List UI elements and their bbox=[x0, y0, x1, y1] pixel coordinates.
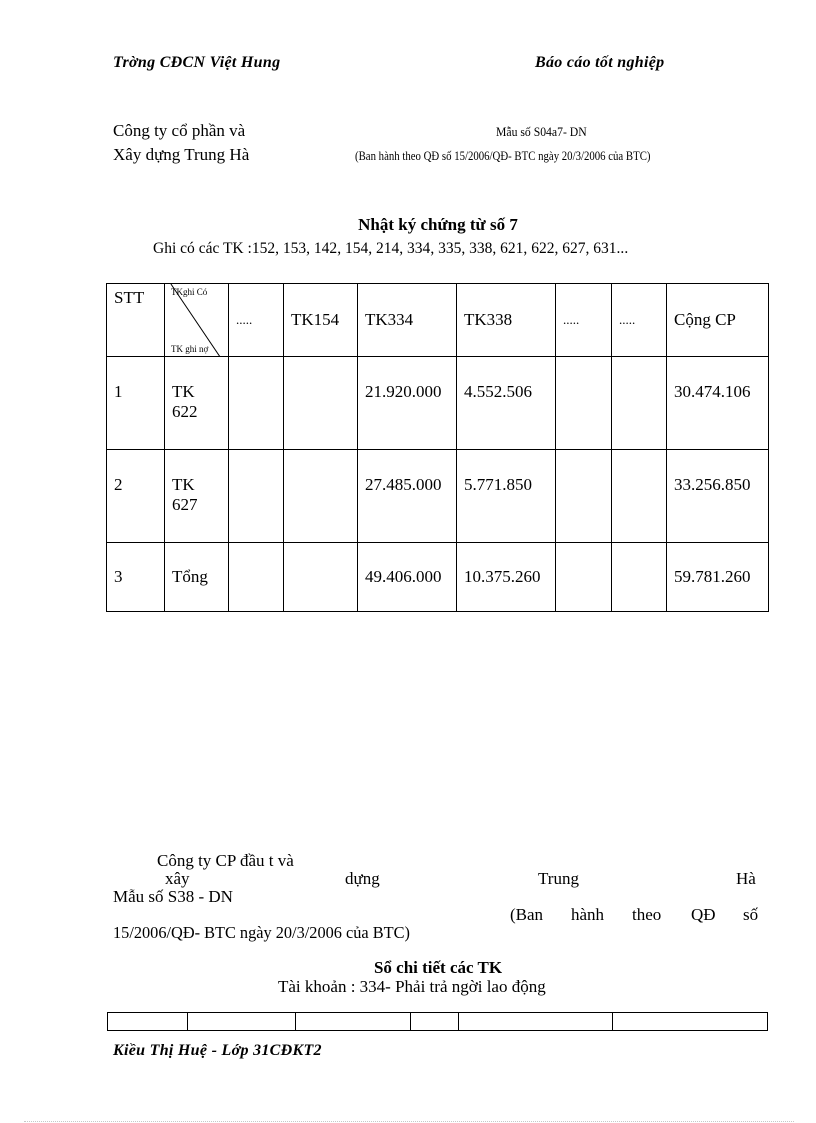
second-company-line: Công ty CP đầu t và bbox=[157, 851, 294, 870]
row-tk334: 27.485.000 bbox=[358, 450, 457, 543]
ledger-cell bbox=[188, 1013, 296, 1031]
row-empty bbox=[284, 357, 358, 450]
table-row bbox=[107, 543, 769, 612]
row-tk338: 5.771.850 bbox=[457, 450, 556, 543]
row-empty bbox=[284, 450, 358, 543]
row-total: 30.474.106 bbox=[667, 357, 769, 450]
second-decree-word: theo bbox=[632, 905, 662, 924]
row-tk338: 4.552.506 bbox=[457, 357, 556, 450]
journal-table bbox=[106, 283, 769, 612]
row-empty bbox=[284, 543, 358, 612]
ledger-title: Sổ chi tiết các TK bbox=[373, 958, 503, 977]
page-bottom-divider bbox=[24, 1121, 794, 1122]
ledger-row bbox=[108, 1013, 768, 1031]
form-number: Mẫu số S04a7- DN bbox=[496, 124, 587, 139]
journal-title: Nhật ký chứng từ số 7 bbox=[358, 215, 518, 234]
second-decree-word: số bbox=[743, 905, 759, 924]
ledger-cell bbox=[613, 1013, 768, 1031]
row-stt: 2 bbox=[107, 450, 165, 543]
row-empty bbox=[556, 450, 612, 543]
row-empty bbox=[556, 357, 612, 450]
table-row bbox=[107, 357, 769, 450]
table-row bbox=[107, 450, 769, 543]
header-dots-1: ..... bbox=[229, 284, 284, 357]
header-stt: STT bbox=[107, 284, 165, 357]
header-report: Báo cáo tốt nghiệp bbox=[535, 54, 665, 71]
header-dots-2: ..... bbox=[556, 284, 612, 357]
footer-author: Kiều Thị Huệ - Lớp 31CĐKT2 bbox=[113, 1042, 322, 1059]
second-decree-word: (Ban bbox=[510, 905, 544, 924]
second-company-word: dựng bbox=[345, 869, 380, 888]
ledger-cell bbox=[108, 1013, 188, 1031]
row-total: 59.781.260 bbox=[667, 543, 769, 612]
row-empty bbox=[612, 450, 667, 543]
second-decree-continued: 15/2006/QĐ- BTC ngày 20/3/2006 của BTC) bbox=[113, 923, 410, 942]
header-total: Cộng CP bbox=[667, 284, 769, 357]
company-line-2: Xây dựng Trung Hà bbox=[113, 145, 250, 164]
row-account: TK 622 bbox=[165, 357, 229, 450]
company-line-1: Công ty cổ phần và bbox=[113, 121, 246, 140]
ledger-cell bbox=[296, 1013, 411, 1031]
row-stt: 3 bbox=[107, 543, 165, 612]
header-diagonal-cell bbox=[165, 284, 229, 357]
ledger-cell bbox=[411, 1013, 459, 1031]
header-school: Trờng CĐCN Việt Hung bbox=[113, 54, 281, 71]
row-account: TK 627 bbox=[165, 450, 229, 543]
row-account: Tổng bbox=[165, 543, 229, 612]
second-form-number: Mẫu số S38 - DN bbox=[113, 887, 233, 906]
second-company-word: xây bbox=[165, 869, 190, 888]
row-empty bbox=[612, 357, 667, 450]
header-tk154: TK154 bbox=[284, 284, 358, 357]
row-tk338: 10.375.260 bbox=[457, 543, 556, 612]
header-dots-3: ..... bbox=[612, 284, 667, 357]
header-tk334: TK334 bbox=[358, 284, 457, 357]
row-empty bbox=[556, 543, 612, 612]
row-empty bbox=[229, 357, 284, 450]
row-empty bbox=[612, 543, 667, 612]
header-tk338: TK338 bbox=[457, 284, 556, 357]
row-empty bbox=[229, 450, 284, 543]
second-company-word: Trung bbox=[538, 869, 579, 888]
second-decree-word: hành bbox=[571, 905, 605, 924]
journal-subtitle: Ghi có các TK :152, 153, 142, 154, 214, 334, 335, 338, 621, 622, 627, 631... bbox=[153, 240, 629, 257]
row-total: 33.256.850 bbox=[667, 450, 769, 543]
ledger-table bbox=[107, 1012, 768, 1031]
second-company-word: Hà bbox=[736, 869, 756, 888]
header-credit-label: TKghi Có bbox=[171, 287, 208, 297]
table-header-row bbox=[107, 284, 769, 357]
row-tk334: 21.920.000 bbox=[358, 357, 457, 450]
row-empty bbox=[229, 543, 284, 612]
row-stt: 1 bbox=[107, 357, 165, 450]
ledger-subtitle: Tài khoản : 334- Phải trả ngời lao động bbox=[278, 977, 546, 996]
row-tk334: 49.406.000 bbox=[358, 543, 457, 612]
header-debit-label: TK ghi nợ bbox=[171, 344, 209, 354]
ledger-cell bbox=[459, 1013, 613, 1031]
second-decree-word: QĐ bbox=[691, 905, 716, 924]
decree-reference: (Ban hành theo QĐ số 15/2006/QĐ- BTC ngày 20/3/2006 của BTC) bbox=[355, 148, 651, 163]
